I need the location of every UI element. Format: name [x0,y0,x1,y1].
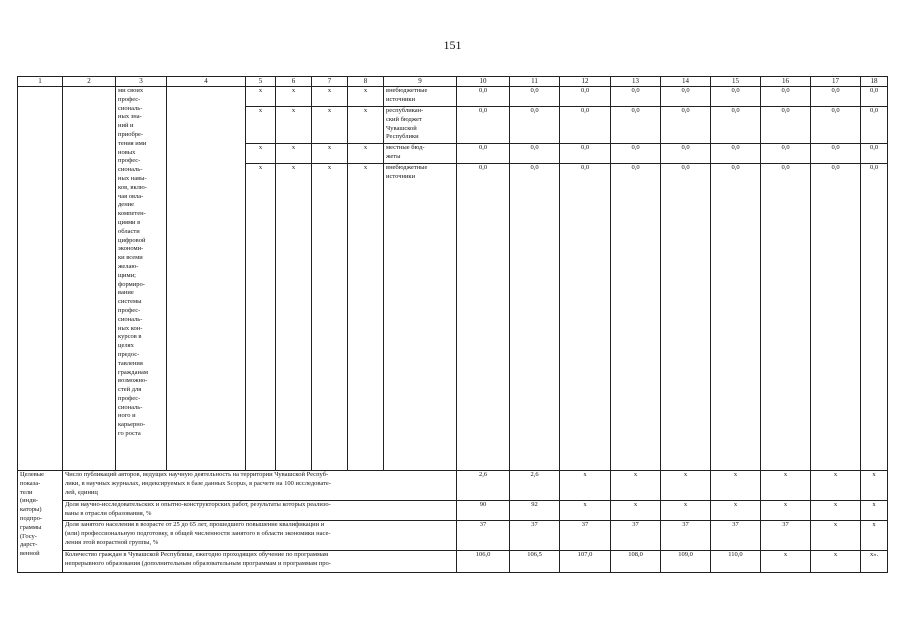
indicator-value: 37 [510,521,560,551]
funding-source-line: внебюджетные [386,87,428,94]
col3-description [116,87,167,471]
col3-description-line: ков, вклю- [118,183,147,191]
col3-description-line: ных навы- [118,174,147,182]
indicator-text-line: лики, в научных журналах, индексируемых в базе данных Scopus, в расчете на 100 исследовате- [65,479,331,487]
x-cell: x [246,144,276,164]
value-cell: 0,0 [711,164,761,471]
value-cell: 0,0 [711,87,761,107]
col3-description-line: формиро- [118,280,145,288]
col3-description-line: компетен- [118,210,146,218]
col3-description-line: вание [118,289,134,297]
col4-cell [167,87,246,471]
col3-description-line: ки всеми [118,254,143,262]
indicator-value: x [811,501,861,521]
funding-source [384,107,457,144]
header-cell: 12 [560,77,611,87]
indicator-value: x [661,501,711,521]
x-cell: x [246,164,276,471]
indicator-value: x [761,551,811,573]
value-cell: 0,0 [611,144,661,164]
value-cell: 0,0 [510,87,560,107]
funding-source-line: республикан- [386,107,424,114]
indicator-value: x [611,471,661,501]
col3-description-line: ных зна- [118,113,142,121]
value-cell: 0,0 [457,164,510,471]
indicator-text-line: ваны в отрасли образования, % [65,509,152,517]
header-cell: 10 [457,77,510,87]
value-cell: 0,0 [457,107,510,144]
col3-description-line: цифровой [118,236,146,244]
col1-cell [18,87,63,471]
x-cell: x [348,107,384,144]
indicator-value: 107,0 [560,551,611,573]
indicator-text-line: Доля занятого населения в возрасте от 25 до 65 лет, прошедшего повышение квалификации и [65,521,325,528]
indicator-row [18,471,888,501]
indicator-text [63,521,457,551]
value-cell: 0,0 [611,107,661,144]
indicator-row [18,501,888,521]
indicator-value: x [861,501,888,521]
indicator-text-line: Доля научно-исследовательских и опытно-конструкторских работ, результаты которых реализо- [65,501,331,508]
x-cell: x [276,164,312,471]
funding-source-line: источники [386,172,416,180]
indicator-value: 37 [457,521,510,551]
col3-description-line: системы [118,298,142,306]
value-cell: 0,0 [611,164,661,471]
header-cell: 2 [63,77,116,87]
value-cell: 0,0 [761,107,811,144]
col3-description-line: тавления [118,359,143,367]
col3-description-line: гражданам [118,368,148,376]
x-cell: x [312,144,348,164]
x-cell: x [276,107,312,144]
x-cell: x [348,87,384,107]
indicator-row [18,521,888,551]
col3-description-line: целях [118,342,134,350]
indicator-row [18,551,888,573]
value-cell: 0,0 [510,164,560,471]
col3-description-line: сиональ- [118,104,143,112]
header-cell: 11 [510,77,560,87]
indicator-value: 106,0 [457,551,510,573]
col3-description-line: дение [118,201,135,209]
indicators-label-line: подпро- [20,514,42,522]
value-cell: 0,0 [861,164,888,471]
col3-description-line: новых [118,148,136,156]
x-cell: x [246,87,276,107]
indicator-value: x [861,471,888,501]
header-cell: 3 [116,77,167,87]
indicator-text-line: Число публикаций авторов, ведущих научную деятельность на территории Чувашской Респуб- [65,471,329,478]
indicators-label-line: (Госу- [20,532,37,540]
col3-description-line: экономи- [118,245,144,253]
indicator-value: x [711,471,761,501]
indicators-label-line: тели [20,488,33,496]
value-cell: 0,0 [661,164,711,471]
col3-description-line: профес- [118,157,141,165]
value-cell: 0,0 [560,87,611,107]
col3-description-line: чая овла- [118,192,144,200]
indicator-value: 37 [661,521,711,551]
col3-description-line: желаю- [118,262,139,270]
value-cell: 0,0 [560,164,611,471]
value-cell: 0,0 [661,144,711,164]
header-cell: 5 [246,77,276,87]
header-cell: 4 [167,77,246,87]
value-cell: 0,0 [611,87,661,107]
indicators-label-line: граммы [20,523,42,531]
indicators-label-line: каторы) [20,506,42,514]
col3-description-line: области [118,227,140,235]
header-cell: 17 [811,77,861,87]
indicator-value: 37 [611,521,661,551]
indicator-text [63,501,457,521]
value-cell: 0,0 [711,144,761,164]
col3-description-line: ний и [118,122,134,130]
value-cell: 0,0 [457,87,510,107]
indicator-text [63,551,457,573]
funding-source [384,144,457,164]
indicators-label [18,471,63,573]
col3-description-line: ного и [118,412,136,420]
value-cell: 0,0 [661,87,711,107]
indicator-value: x [811,551,861,573]
col2-cell [63,87,116,471]
indicator-text-line: Количество граждан в Чувашской Республике, ежегодно проходящих обучение по программам [65,551,329,558]
funding-source-line: местные бюд- [386,144,425,151]
indicator-text-line: непрерывного образования (дополнительным образовательным программам и программам про- [65,559,331,567]
header-cell: 18 [861,77,888,87]
indicator-value: x [761,471,811,501]
header-cell: 8 [348,77,384,87]
funding-source-line: ский бюджет [386,115,422,123]
indicators-label-line: венной [20,550,40,558]
value-cell: 0,0 [661,107,711,144]
value-cell: 0,0 [560,144,611,164]
value-cell: 0,0 [510,107,560,144]
indicator-value: 92 [510,501,560,521]
indicator-value: 106,5 [510,551,560,573]
indicator-value: 110,0 [711,551,761,573]
indicators-label-line: показа- [20,479,41,487]
indicator-text-line: лей, единиц [65,488,98,496]
x-cell: x [348,164,384,471]
col3-description-line: циями в [118,218,141,226]
indicator-value: x [811,471,861,501]
x-cell: x [312,164,348,471]
header-cell: 9 [384,77,457,87]
col3-description-line: карьерно- [118,421,146,429]
indicator-text [63,471,457,501]
header-cell: 7 [312,77,348,87]
col3-description-line: приобре- [118,130,144,138]
value-cell: 0,0 [811,87,861,107]
funding-source [384,164,457,471]
value-cell: 0,0 [457,144,510,164]
indicator-value: x [560,501,611,521]
x-cell: x [276,87,312,107]
value-cell: 0,0 [510,144,560,164]
header-cell: 14 [661,77,711,87]
indicators-label-line: Целевые [20,471,45,478]
value-cell: 0,0 [811,107,861,144]
col3-description-line: курсов в [118,333,142,341]
col3-description-line: возможно- [118,377,148,385]
indicator-value: x [661,471,711,501]
col3-description-line: ных кон- [118,324,143,332]
indicator-value: 108,0 [611,551,661,573]
funding-source [384,87,457,107]
finance-row [18,87,888,107]
col3-description-line: го роста [118,430,141,438]
header-cell: 6 [276,77,312,87]
value-cell: 0,0 [560,107,611,144]
value-cell: 0,0 [811,164,861,471]
indicator-value: 37 [711,521,761,551]
indicator-value: x [611,501,661,521]
col3-description-line: щими; [118,271,136,279]
funding-source-line: источники [386,95,416,103]
value-cell: 0,0 [861,87,888,107]
indicator-value: x [560,471,611,501]
x-cell: x [348,144,384,164]
indicator-text-line: ления этой возрастной группы, % [65,538,159,546]
header-row [18,77,888,87]
col3-description-line: профес- [118,306,141,314]
col3-description-line: стей для [118,386,142,394]
value-cell: 0,0 [861,144,888,164]
header-cell: 1 [18,77,63,87]
col3-description-line: профес- [118,394,141,402]
indicator-value: x [761,501,811,521]
funding-source-line: Чувашской [386,124,417,132]
indicator-value: 2,6 [510,471,560,501]
header-cell: 16 [761,77,811,87]
value-cell: 0,0 [711,107,761,144]
indicator-value: x [811,521,861,551]
indicator-value: 90 [457,501,510,521]
indicator-value: 2,6 [457,471,510,501]
indicator-value: 37 [560,521,611,551]
indicators-label-line: (инди- [20,497,39,505]
funding-source-line: жеты [386,152,401,160]
col3-description-line: сиональ- [118,166,143,174]
page-number: 151 [443,38,462,52]
value-cell: 0,0 [761,87,811,107]
indicator-value: 37 [761,521,811,551]
value-cell: 0,0 [811,144,861,164]
header-cell: 15 [711,77,761,87]
col3-description-line: предос- [118,350,140,358]
funding-source-line: Республики [386,133,419,141]
indicator-value: x [711,501,761,521]
value-cell: 0,0 [861,107,888,144]
col3-description-line: сиональ- [118,403,143,411]
x-cell: x [246,107,276,144]
data-table [17,76,888,573]
x-cell: x [276,144,312,164]
col3-description-line: ми своих [118,87,144,94]
indicator-value: x [861,521,888,551]
x-cell: x [312,107,348,144]
indicator-value: 109,0 [661,551,711,573]
col3-description-line: сиональ- [118,315,143,323]
indicator-value: x». [861,551,888,573]
value-cell: 0,0 [761,164,811,471]
col3-description-line: тения ими [118,139,147,147]
indicator-text-line: (или) профессиональную подготовку, в общей численности занятого в области экономики насе- [65,529,331,537]
header-cell: 13 [611,77,661,87]
x-cell: x [312,87,348,107]
funding-source-line: внебюджетные [386,164,428,171]
indicators-label-line: дарст- [20,541,38,549]
value-cell: 0,0 [761,144,811,164]
col3-description-line: профес- [118,95,141,103]
